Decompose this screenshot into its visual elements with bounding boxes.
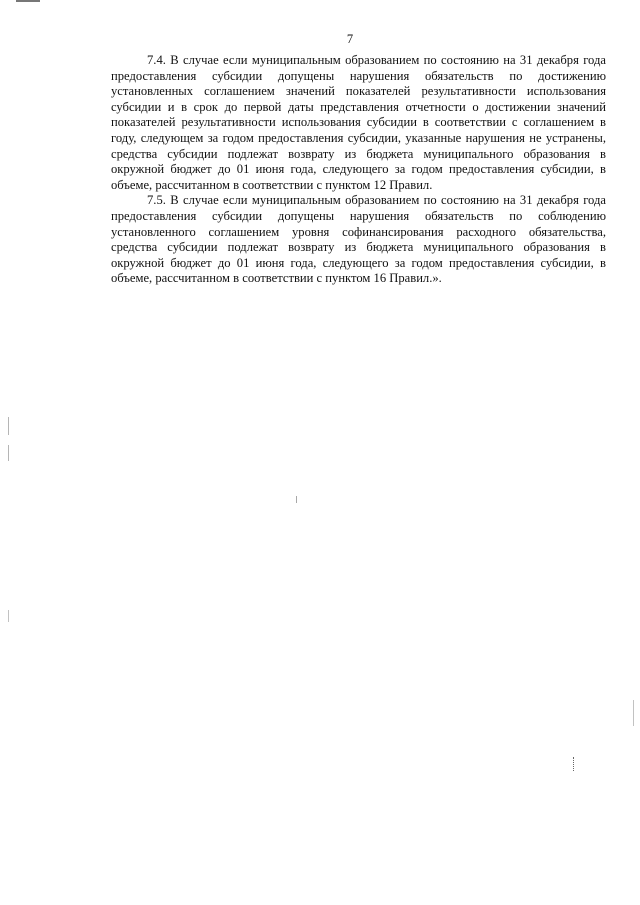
scan-artifact-dots [573, 757, 576, 771]
scan-artifact-left [8, 417, 9, 435]
page-number: 7 [346, 32, 354, 46]
paragraph-7-5: 7.5. В случае если муниципальным образованием по состоянию на 31 декабря года предоставления субсидии допущены нарушения обязательств по соблюдению установленного соглашением уровня софинансирования расходного обязательства, средства субсидии подлежат возврату из бюджета муниципального образования в окружной бюджет до 01 июня года, следующего за годом предоставления субсидии, в объеме, рассчитанном в соответствии с пунктом 16 Правил.». [111, 193, 606, 286]
document-body [111, 53, 606, 287]
scan-artifact-top [16, 0, 40, 2]
scan-artifact-left [8, 610, 9, 622]
scan-artifact-right [633, 700, 634, 726]
scan-artifact-left [8, 445, 9, 461]
scan-artifact-center [296, 496, 297, 503]
paragraph-7-4: 7.4. В случае если муниципальным образованием по состоянию на 31 декабря года предоставления субсидии допущены нарушения обязательств по достижению установленных соглашением значений показателей результативности использования субсидии и в срок до первой даты представления отчетности о достижении значений показателей результативности использования субсидии в соответствии с соглашением в году, следующем за годом предоставления субсидии, указанные нарушения не устранены, средства субсидии подлежат возврату из бюджета муниципального образования в окружной бюджет до 01 июня года, следующего за годом предоставления субсидии, в объеме, рассчитанном в соответствии с пунктом 12 Правил. [111, 53, 606, 192]
